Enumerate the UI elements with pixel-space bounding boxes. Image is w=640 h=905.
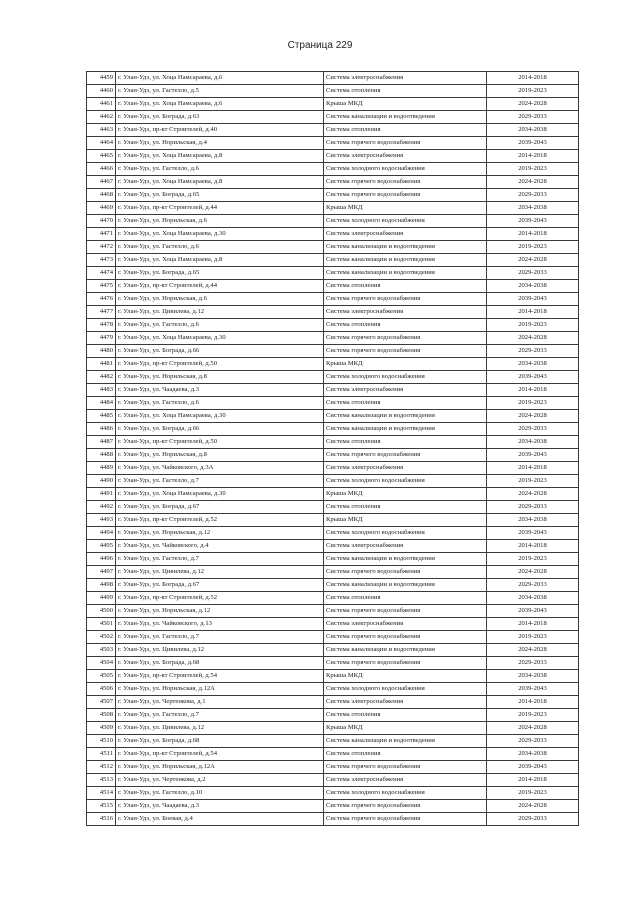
address-cell: г. Улан-Удэ, пр-кт Строителей, д.44: [116, 280, 324, 293]
period-cell: 2029-2033: [487, 423, 579, 436]
row-number-cell: 4464: [87, 137, 116, 150]
address-cell: г. Улан-Удэ, ул. Бограда, д.68: [116, 735, 324, 748]
row-number-cell: 4476: [87, 293, 116, 306]
table-row: [87, 644, 579, 657]
row-number-cell: 4459: [87, 72, 116, 85]
system-type-cell: Система отопления: [324, 280, 487, 293]
period-cell: 2029-2033: [487, 267, 579, 280]
address-cell: г. Улан-Удэ, ул. Гастелло, д.7: [116, 631, 324, 644]
address-cell: г. Улан-Удэ, ул. Хоца Намсараева, д.30: [116, 332, 324, 345]
period-cell: 2029-2033: [487, 735, 579, 748]
system-type-cell: Система канализации и водоотведения: [324, 644, 487, 657]
row-number-cell: 4502: [87, 631, 116, 644]
table-row: [87, 566, 579, 579]
period-cell: 2039-2043: [487, 527, 579, 540]
address-cell: г. Улан-Удэ, ул. Гастелло, д.6: [116, 397, 324, 410]
address-cell: г. Улан-Удэ, ул. Цивилева, д.12: [116, 566, 324, 579]
table-row: [87, 215, 579, 228]
address-cell: г. Улан-Удэ, ул. Цивилева, д.12: [116, 722, 324, 735]
row-number-cell: 4477: [87, 306, 116, 319]
address-cell: г. Улан-Удэ, ул. Гастелло, д.5: [116, 85, 324, 98]
system-type-cell: Крыша МКД: [324, 670, 487, 683]
period-cell: 2029-2033: [487, 579, 579, 592]
system-type-cell: Крыша МКД: [324, 358, 487, 371]
address-cell: г. Улан-Удэ, ул. Хоца Намсараева, д.8: [116, 150, 324, 163]
row-number-cell: 4506: [87, 683, 116, 696]
system-type-cell: Система холодного водоснабжения: [324, 787, 487, 800]
table-row: [87, 774, 579, 787]
period-cell: 2034-2038: [487, 202, 579, 215]
row-number-cell: 4494: [87, 527, 116, 540]
table-row: [87, 137, 579, 150]
row-number-cell: 4515: [87, 800, 116, 813]
table-row: [87, 631, 579, 644]
address-cell: г. Улан-Удэ, пр-кт Строителей, д.40: [116, 124, 324, 137]
table-row: [87, 423, 579, 436]
period-cell: 2014-2018: [487, 462, 579, 475]
system-type-cell: Система горячего водоснабжения: [324, 631, 487, 644]
row-number-cell: 4492: [87, 501, 116, 514]
row-number-cell: 4463: [87, 124, 116, 137]
system-type-cell: Система канализации и водоотведения: [324, 410, 487, 423]
address-cell: г. Улан-Удэ, ул. Норильская, д.12А: [116, 683, 324, 696]
row-number-cell: 4480: [87, 345, 116, 358]
system-type-cell: Система горячего водоснабжения: [324, 657, 487, 670]
row-number-cell: 4514: [87, 787, 116, 800]
table-row: [87, 787, 579, 800]
period-cell: 2019-2023: [487, 631, 579, 644]
system-type-cell: Система отопления: [324, 124, 487, 137]
table-row: [87, 358, 579, 371]
period-cell: 2019-2023: [487, 319, 579, 332]
table-row: [87, 332, 579, 345]
table-row: [87, 709, 579, 722]
period-cell: 2014-2018: [487, 228, 579, 241]
table-row: [87, 449, 579, 462]
table-row: [87, 592, 579, 605]
period-cell: 2039-2043: [487, 761, 579, 774]
row-number-cell: 4488: [87, 449, 116, 462]
period-cell: 2024-2028: [487, 332, 579, 345]
table-row: [87, 111, 579, 124]
period-cell: 2034-2038: [487, 514, 579, 527]
row-number-cell: 4462: [87, 111, 116, 124]
system-type-cell: Система отопления: [324, 85, 487, 98]
system-type-cell: Система отопления: [324, 592, 487, 605]
row-number-cell: 4505: [87, 670, 116, 683]
system-type-cell: Система отопления: [324, 501, 487, 514]
period-cell: 2034-2038: [487, 670, 579, 683]
address-cell: г. Улан-Удэ, ул. Норильская, д.6: [116, 293, 324, 306]
table-row: [87, 189, 579, 202]
row-number-cell: 4468: [87, 189, 116, 202]
table-row: [87, 436, 579, 449]
system-type-cell: Система канализации и водоотведения: [324, 254, 487, 267]
system-type-cell: Система отопления: [324, 436, 487, 449]
period-cell: 2014-2018: [487, 540, 579, 553]
table-row: [87, 267, 579, 280]
system-type-cell: Система холодного водоснабжения: [324, 527, 487, 540]
row-number-cell: 4496: [87, 553, 116, 566]
system-type-cell: Система канализации и водоотведения: [324, 735, 487, 748]
address-cell: г. Улан-Удэ, пр-кт Строителей, д.50: [116, 358, 324, 371]
table-row: [87, 670, 579, 683]
table-row: [87, 540, 579, 553]
period-cell: 2019-2023: [487, 241, 579, 254]
system-type-cell: Система электроснабжения: [324, 462, 487, 475]
row-number-cell: 4460: [87, 85, 116, 98]
period-cell: 2029-2033: [487, 813, 579, 826]
address-cell: г. Улан-Удэ, ул. Бограда, д.65: [116, 189, 324, 202]
period-cell: 2019-2023: [487, 85, 579, 98]
row-number-cell: 4486: [87, 423, 116, 436]
period-cell: 2034-2038: [487, 124, 579, 137]
row-number-cell: 4481: [87, 358, 116, 371]
row-number-cell: 4461: [87, 98, 116, 111]
row-number-cell: 4469: [87, 202, 116, 215]
table-row: [87, 319, 579, 332]
row-number-cell: 4490: [87, 475, 116, 488]
period-cell: 2034-2038: [487, 280, 579, 293]
address-cell: г. Улан-Удэ, ул. Хоца Намсараева, д.8: [116, 176, 324, 189]
row-number-cell: 4493: [87, 514, 116, 527]
row-number-cell: 4507: [87, 696, 116, 709]
system-type-cell: Система горячего водоснабжения: [324, 761, 487, 774]
row-number-cell: 4489: [87, 462, 116, 475]
system-type-cell: Система электроснабжения: [324, 150, 487, 163]
table-row: [87, 202, 579, 215]
address-cell: г. Улан-Удэ, ул. Норильская, д.12А: [116, 761, 324, 774]
address-cell: г. Улан-Удэ, ул. Боевая, д.4: [116, 813, 324, 826]
address-cell: г. Улан-Удэ, ул. Гастелло, д.7: [116, 475, 324, 488]
row-number-cell: 4466: [87, 163, 116, 176]
address-cell: г. Улан-Удэ, ул. Гастелло, д.6: [116, 241, 324, 254]
system-type-cell: Система электроснабжения: [324, 72, 487, 85]
address-cell: г. Улан-Удэ, ул. Норильская, д.12: [116, 605, 324, 618]
row-number-cell: 4510: [87, 735, 116, 748]
period-cell: 2024-2028: [487, 566, 579, 579]
address-cell: г. Улан-Удэ, пр-кт Строителей, д.44: [116, 202, 324, 215]
system-type-cell: Система электроснабжения: [324, 306, 487, 319]
address-cell: г. Улан-Удэ, ул. Чайковского, д.4: [116, 540, 324, 553]
table-row: [87, 475, 579, 488]
row-number-cell: 4500: [87, 605, 116, 618]
system-type-cell: Система отопления: [324, 748, 487, 761]
system-type-cell: Система горячего водоснабжения: [324, 605, 487, 618]
system-type-cell: Система канализации и водоотведения: [324, 579, 487, 592]
row-number-cell: 4475: [87, 280, 116, 293]
system-type-cell: Система канализации и водоотведения: [324, 267, 487, 280]
row-number-cell: 4498: [87, 579, 116, 592]
address-cell: г. Улан-Удэ, ул. Норильская, д.4: [116, 137, 324, 150]
row-number-cell: 4511: [87, 748, 116, 761]
address-cell: г. Улан-Удэ, ул. Бограда, д.66: [116, 423, 324, 436]
table-row: [87, 293, 579, 306]
system-type-cell: Система электроснабжения: [324, 228, 487, 241]
table-row: [87, 254, 579, 267]
system-type-cell: Система горячего водоснабжения: [324, 332, 487, 345]
period-cell: 2019-2023: [487, 475, 579, 488]
table-row: [87, 85, 579, 98]
system-type-cell: Крыша МКД: [324, 722, 487, 735]
table-row: [87, 345, 579, 358]
row-number-cell: 4516: [87, 813, 116, 826]
row-number-cell: 4474: [87, 267, 116, 280]
period-cell: 2019-2023: [487, 163, 579, 176]
table-row: [87, 722, 579, 735]
table-row: [87, 163, 579, 176]
address-cell: г. Улан-Удэ, ул. Гастелло, д.6: [116, 319, 324, 332]
row-number-cell: 4491: [87, 488, 116, 501]
system-type-cell: Крыша МКД: [324, 488, 487, 501]
period-cell: 2039-2043: [487, 293, 579, 306]
period-cell: 2029-2033: [487, 345, 579, 358]
table-row: [87, 748, 579, 761]
row-number-cell: 4501: [87, 618, 116, 631]
system-type-cell: Система отопления: [324, 319, 487, 332]
address-cell: г. Улан-Удэ, ул. Бограда, д.66: [116, 345, 324, 358]
period-cell: 2019-2023: [487, 397, 579, 410]
period-cell: 2039-2043: [487, 449, 579, 462]
address-cell: г. Улан-Удэ, ул. Бограда, д.67: [116, 501, 324, 514]
table-row: [87, 488, 579, 501]
address-cell: г. Улан-Удэ, ул. Хоца Намсараева, д.6: [116, 72, 324, 85]
row-number-cell: 4467: [87, 176, 116, 189]
system-type-cell: Система холодного водоснабжения: [324, 475, 487, 488]
table-row: [87, 813, 579, 826]
table-body: [87, 72, 579, 826]
row-number-cell: 4465: [87, 150, 116, 163]
row-number-cell: 4495: [87, 540, 116, 553]
period-cell: 2024-2028: [487, 488, 579, 501]
row-number-cell: 4470: [87, 215, 116, 228]
system-type-cell: Система холодного водоснабжения: [324, 683, 487, 696]
system-type-cell: Система горячего водоснабжения: [324, 800, 487, 813]
repair-schedule-table: [86, 71, 579, 826]
address-cell: г. Улан-Удэ, ул. Хоца Намсараева, д.30: [116, 228, 324, 241]
period-cell: 2039-2043: [487, 605, 579, 618]
address-cell: г. Улан-Удэ, ул. Гастелло, д.6: [116, 163, 324, 176]
address-cell: г. Улан-Удэ, ул. Бограда, д.68: [116, 657, 324, 670]
period-cell: 2024-2028: [487, 644, 579, 657]
system-type-cell: Система горячего водоснабжения: [324, 449, 487, 462]
address-cell: г. Улан-Удэ, ул. Чайковского, д.13: [116, 618, 324, 631]
address-cell: г. Улан-Удэ, ул. Гастелло, д.7: [116, 709, 324, 722]
period-cell: 2024-2028: [487, 176, 579, 189]
address-cell: г. Улан-Удэ, пр-кт Строителей, д.52: [116, 514, 324, 527]
period-cell: 2029-2033: [487, 501, 579, 514]
system-type-cell: Система электроснабжения: [324, 696, 487, 709]
row-number-cell: 4483: [87, 384, 116, 397]
address-cell: г. Улан-Удэ, ул. Чертенкова, д.2: [116, 774, 324, 787]
row-number-cell: 4472: [87, 241, 116, 254]
system-type-cell: Система горячего водоснабжения: [324, 189, 487, 202]
address-cell: г. Улан-Удэ, ул. Норильская, д.8: [116, 371, 324, 384]
table-row: [87, 553, 579, 566]
address-cell: г. Улан-Удэ, пр-кт Строителей, д.52: [116, 592, 324, 605]
system-type-cell: Система канализации и водоотведения: [324, 111, 487, 124]
row-number-cell: 4512: [87, 761, 116, 774]
row-number-cell: 4508: [87, 709, 116, 722]
period-cell: 2039-2043: [487, 371, 579, 384]
table-row: [87, 800, 579, 813]
period-cell: 2039-2043: [487, 683, 579, 696]
system-type-cell: Система горячего водоснабжения: [324, 137, 487, 150]
period-cell: 2014-2018: [487, 384, 579, 397]
table-row: [87, 683, 579, 696]
period-cell: 2029-2033: [487, 111, 579, 124]
period-cell: 2029-2033: [487, 657, 579, 670]
table-row: [87, 761, 579, 774]
address-cell: г. Улан-Удэ, ул. Цивилева, д.12: [116, 306, 324, 319]
address-cell: г. Улан-Удэ, пр-кт Строителей, д.50: [116, 436, 324, 449]
row-number-cell: 4478: [87, 319, 116, 332]
table-row: [87, 72, 579, 85]
system-type-cell: Система отопления: [324, 709, 487, 722]
table-row: [87, 527, 579, 540]
period-cell: 2014-2018: [487, 306, 579, 319]
table-row: [87, 657, 579, 670]
page-number-header: Страница 229: [287, 40, 353, 51]
period-cell: 2014-2018: [487, 618, 579, 631]
system-type-cell: Система горячего водоснабжения: [324, 293, 487, 306]
system-type-cell: Система электроснабжения: [324, 384, 487, 397]
row-number-cell: 4485: [87, 410, 116, 423]
row-number-cell: 4499: [87, 592, 116, 605]
system-type-cell: Система холодного водоснабжения: [324, 163, 487, 176]
period-cell: 2034-2038: [487, 592, 579, 605]
period-cell: 2014-2018: [487, 774, 579, 787]
address-cell: г. Улан-Удэ, ул. Бограда, д.67: [116, 579, 324, 592]
address-cell: г. Улан-Удэ, ул. Хоца Намсараева, д.30: [116, 488, 324, 501]
address-cell: г. Улан-Удэ, ул. Бограда, д.65: [116, 267, 324, 280]
address-cell: г. Улан-Удэ, ул. Гастелло, д.7: [116, 553, 324, 566]
period-cell: 2014-2018: [487, 72, 579, 85]
table-row: [87, 98, 579, 111]
address-cell: г. Улан-Удэ, пр-кт Строителей, д.54: [116, 748, 324, 761]
period-cell: 2034-2038: [487, 436, 579, 449]
period-cell: 2019-2023: [487, 709, 579, 722]
period-cell: 2014-2018: [487, 696, 579, 709]
address-cell: г. Улан-Удэ, ул. Хоца Намсараева, д.8: [116, 254, 324, 267]
period-cell: 2034-2038: [487, 358, 579, 371]
address-cell: г. Улан-Удэ, ул. Чайковского, д.3А: [116, 462, 324, 475]
table-row: [87, 462, 579, 475]
period-cell: 2019-2023: [487, 787, 579, 800]
system-type-cell: Система канализации и водоотведения: [324, 423, 487, 436]
period-cell: 2034-2038: [487, 748, 579, 761]
address-cell: г. Улан-Удэ, ул. Норильская, д.6: [116, 215, 324, 228]
system-type-cell: Система электроснабжения: [324, 618, 487, 631]
period-cell: 2014-2018: [487, 150, 579, 163]
system-type-cell: Крыша МКД: [324, 514, 487, 527]
period-cell: 2019-2023: [487, 553, 579, 566]
table-row: [87, 579, 579, 592]
row-number-cell: 4513: [87, 774, 116, 787]
row-number-cell: 4471: [87, 228, 116, 241]
address-cell: г. Улан-Удэ, ул. Гастелло, д.10: [116, 787, 324, 800]
period-cell: 2039-2043: [487, 215, 579, 228]
address-cell: г. Улан-Удэ, пр-кт Строителей, д.54: [116, 670, 324, 683]
table-row: [87, 410, 579, 423]
system-type-cell: Крыша МКД: [324, 98, 487, 111]
system-type-cell: Система отопления: [324, 397, 487, 410]
row-number-cell: 4503: [87, 644, 116, 657]
system-type-cell: Система горячего водоснабжения: [324, 566, 487, 579]
row-number-cell: 4509: [87, 722, 116, 735]
row-number-cell: 4497: [87, 566, 116, 579]
period-cell: 2024-2028: [487, 98, 579, 111]
system-type-cell: Система канализации и водоотведения: [324, 241, 487, 254]
row-number-cell: 4504: [87, 657, 116, 670]
system-type-cell: Система горячего водоснабжения: [324, 813, 487, 826]
table-row: [87, 397, 579, 410]
address-cell: г. Улан-Удэ, ул. Чаадаева, д.3: [116, 384, 324, 397]
table-row: [87, 124, 579, 137]
system-type-cell: Система горячего водоснабжения: [324, 345, 487, 358]
row-number-cell: 4482: [87, 371, 116, 384]
table-row: [87, 514, 579, 527]
address-cell: г. Улан-Удэ, ул. Чаадаева, д.3: [116, 800, 324, 813]
address-cell: г. Улан-Удэ, ул. Чертенкова, д.1: [116, 696, 324, 709]
system-type-cell: Система холодного водоснабжения: [324, 371, 487, 384]
table-row: [87, 228, 579, 241]
row-number-cell: 4479: [87, 332, 116, 345]
table-row: [87, 150, 579, 163]
table-row: [87, 696, 579, 709]
address-cell: г. Улан-Удэ, ул. Бограда, д.63: [116, 111, 324, 124]
period-cell: 2039-2043: [487, 137, 579, 150]
table-row: [87, 605, 579, 618]
address-cell: г. Улан-Удэ, ул. Цивилева, д.12: [116, 644, 324, 657]
system-type-cell: Система горячего водоснабжения: [324, 176, 487, 189]
address-cell: г. Улан-Удэ, ул. Норильская, д.12: [116, 527, 324, 540]
address-cell: г. Улан-Удэ, ул. Хоца Намсараева, д.30: [116, 410, 324, 423]
row-number-cell: 4484: [87, 397, 116, 410]
system-type-cell: Система электроснабжения: [324, 774, 487, 787]
address-cell: г. Улан-Удэ, ул. Норильская, д.8: [116, 449, 324, 462]
period-cell: 2024-2028: [487, 254, 579, 267]
table-row: [87, 241, 579, 254]
table-row: [87, 176, 579, 189]
table-row: [87, 384, 579, 397]
period-cell: 2029-2033: [487, 189, 579, 202]
system-type-cell: Крыша МКД: [324, 202, 487, 215]
system-type-cell: Система канализации и водоотведения: [324, 553, 487, 566]
period-cell: 2024-2028: [487, 800, 579, 813]
period-cell: 2024-2028: [487, 722, 579, 735]
table-row: [87, 618, 579, 631]
row-number-cell: 4473: [87, 254, 116, 267]
system-type-cell: Система холодного водоснабжения: [324, 215, 487, 228]
table-row: [87, 280, 579, 293]
period-cell: 2024-2028: [487, 410, 579, 423]
address-cell: г. Улан-Удэ, ул. Хоца Намсараева, д.6: [116, 98, 324, 111]
row-number-cell: 4487: [87, 436, 116, 449]
system-type-cell: Система электроснабжения: [324, 540, 487, 553]
table-row: [87, 371, 579, 384]
table-row: [87, 306, 579, 319]
table-row: [87, 501, 579, 514]
table-row: [87, 735, 579, 748]
